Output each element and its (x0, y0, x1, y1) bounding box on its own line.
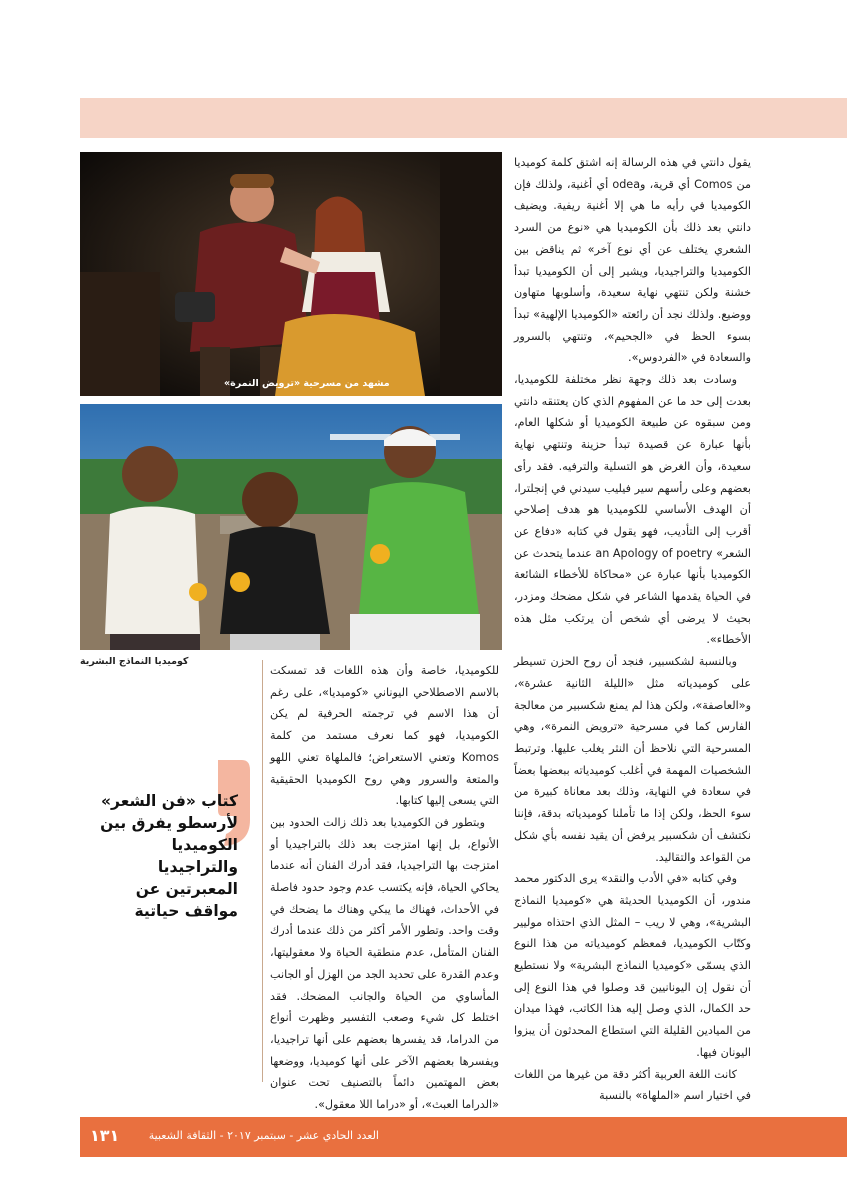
middle-text-column (270, 660, 499, 1116)
paragraph: يقول دانتي في هذه الرسالة إنه اشتق كلمة كوميديا من Comos أي قرية، وodea أي أغنية، ولذلك فإن الكوميديا في رأيه ما هي إلا أغنية ريفية. ويضيف دانتي بعد ذلك بأن الكوميديا هي «نوع من السرد الشعري يختلف عن أي نوع آخر» ثم يناقض بين الكوميديا والتراجيديا، ويشير إلى أن الكوميديا تبدأ خشنة ولكن تنتهي نهاية سعيدة، وأسلوبها متهاون ووضيع. ولذلك نجد أن رائعته «الكوميديا الإلهية» تبدأ بسوء الحظ في «الجحيم»، وتنتهي بالسرور والسعادة في «الفردوس». (514, 156, 751, 365)
paragraph: كانت اللغة العربية أكثر دقة من غيرها من اللغات في اختيار اسم «الملهاة» بالنسبة (514, 1067, 751, 1103)
photo2-caption: كوميديا النماذج البشرية (80, 656, 189, 667)
pull-quote: كتاب «فن الشعر» لأرسطو يفرق بين الكوميديا والتراجيديا المعبرتين عن مواقف حياتية (100, 792, 238, 920)
photo1-caption: مشهد من مسرحية «ترويض النمرة» (224, 378, 390, 389)
column-divider (262, 660, 263, 1082)
footer-bar (80, 1117, 847, 1157)
right-text-column (514, 152, 751, 1107)
paragraph: وسادت بعد ذلك وجهة نظر مختلفة للكوميديا، بعدت إلى حد ما عن المفهوم الذي كان يعتنقه دانتي ومن سبقوه عن طبيعة الكوميديا أو شكلها العام، بأنها عبارة عن قصيدة تبدأ حزينة وتنتهي نهاية سعيدة، وأن الغرض هو التسلية والترفيه. فقد رأى بعضهم وعلى رأسهم سير فيليب سيدني في إنجلترا، أن الهدف الأساسي للكوميديا هو هدف إصلاحي أقرب إلى التأديب، فهو يقول في كتابه «دفاع عن الشعر» an Apology of poetry عندما يتحدث عن الكوميديا بأنها عبارة عن «محاكاة للأخطاء الشائعة في الحياة يقدمها الشاعر في شكل مضحك ومزدر، بحيث لا يرضى أي شخص أن يرتكب مثل هذه الأخطاء». (514, 373, 751, 647)
header-band (80, 98, 847, 138)
paragraph: وفي كتابه «في الأدب والنقد» يرى الدكتور محمد مندور، أن الكوميديا الحديثة هي «كوميديا النماذج البشرية»، وهي لا ريب – المثل الذي احتذاه موليير وكتّاب الكوميديا، فمعظم كوميدياته من هذا النوع الذي يسمّى «كوميديا النماذج البشرية» ولا نستطيع أن نقول إن اليونانيين قد وصلوا في هذا النوع إلى حد الكمال، الذي وصل إليه هذا الكاتب، فهذا ميدان من الميادين القليلة التي استطاع المحدثون أن يبزوا اليونان فيها. (514, 872, 751, 1059)
paragraph: وبتطور فن الكوميديا بعد ذلك زالت الحدود بين الأنواع، بل إنها امتزجت بعد ذلك بالتراجيديا أو امتزجت بها التراجيديا، فقد أدرك الفنان أنه عندما يحاكي الحياة، فإنه يكتسب عدم وجود حدود فاصلة في الأحداث، فهناك ما يبكي وهناك ما يضحك في وقت واحد. وتطور الأمر أكثر من ذلك عندما أدرك الفنان المتأمل، عدم منطقية الحياة ولا معقوليتها، وعدم القدرة على تحديد الجد من الهزل أو الجانب المأساوي من الحياة والجانب المضحك. فقد اختلط كل شيء وصعب التفسير وظهرت أنواع من الدراما، قد يفسرها بعضهم على أنها تراجيديا، ويفسرها بعضهم الآخر على أنها كوميديا، ووضعها بعض المهتمين دائماً بالتصنيف تحت عنوان «الدراما العبث»، أو «دراما اللا معقول». (270, 815, 499, 1112)
paragraph: وبالنسبة لشكسبير، فنجد أن روح الحزن تسيطر على كوميدياته مثل «الليلة الثانية عشرة»، و«العاصفة»، ولكن هذا لم يمنع شكسبير من معالجة الفارس كما في مسرحية «ترويض النمرة»، وهي المسرحية التي نلاحظ أن النثر يغلب عليها. وترتبط الشخصيات المهمة في أغلب كوميدياته ببعضها بعضاً في سعادة في النهاية، وذلك بعد معاناة كبيرة من سوء الحظ، ولكن إذا ما تأملنا كوميدياته بدقة، فإننا نكتشف أن شكسبير يرفض أن يقيد نفسه بأي شكل من القواعد والتقاليد. (514, 655, 751, 864)
theatre-scene-photo (80, 152, 502, 396)
paragraph: للكوميديا، خاصة وأن هذه اللغات قد تمسكت بالاسم الاصطلاحي اليوناني «كوميديا»، على رغم أن هذا الاسم في ترجمته الحرفية لم يكن الكوميديا، فهو كما نعرف مستمد من كلمة Komos وتعني الاستعراض؛ فالملهاة تعني اللهو والمتعة والسرور وهي روح الكوميديا الحقيقية التي يسعى إليها كتابها. (270, 664, 499, 808)
issue-info: العدد الحادي عشر - سبتمبر ٢٠١٧ - الثقافة الشعبية (148, 1129, 379, 1142)
three-boys-photo (80, 404, 502, 650)
page-number: ١٣١ (90, 1126, 120, 1145)
